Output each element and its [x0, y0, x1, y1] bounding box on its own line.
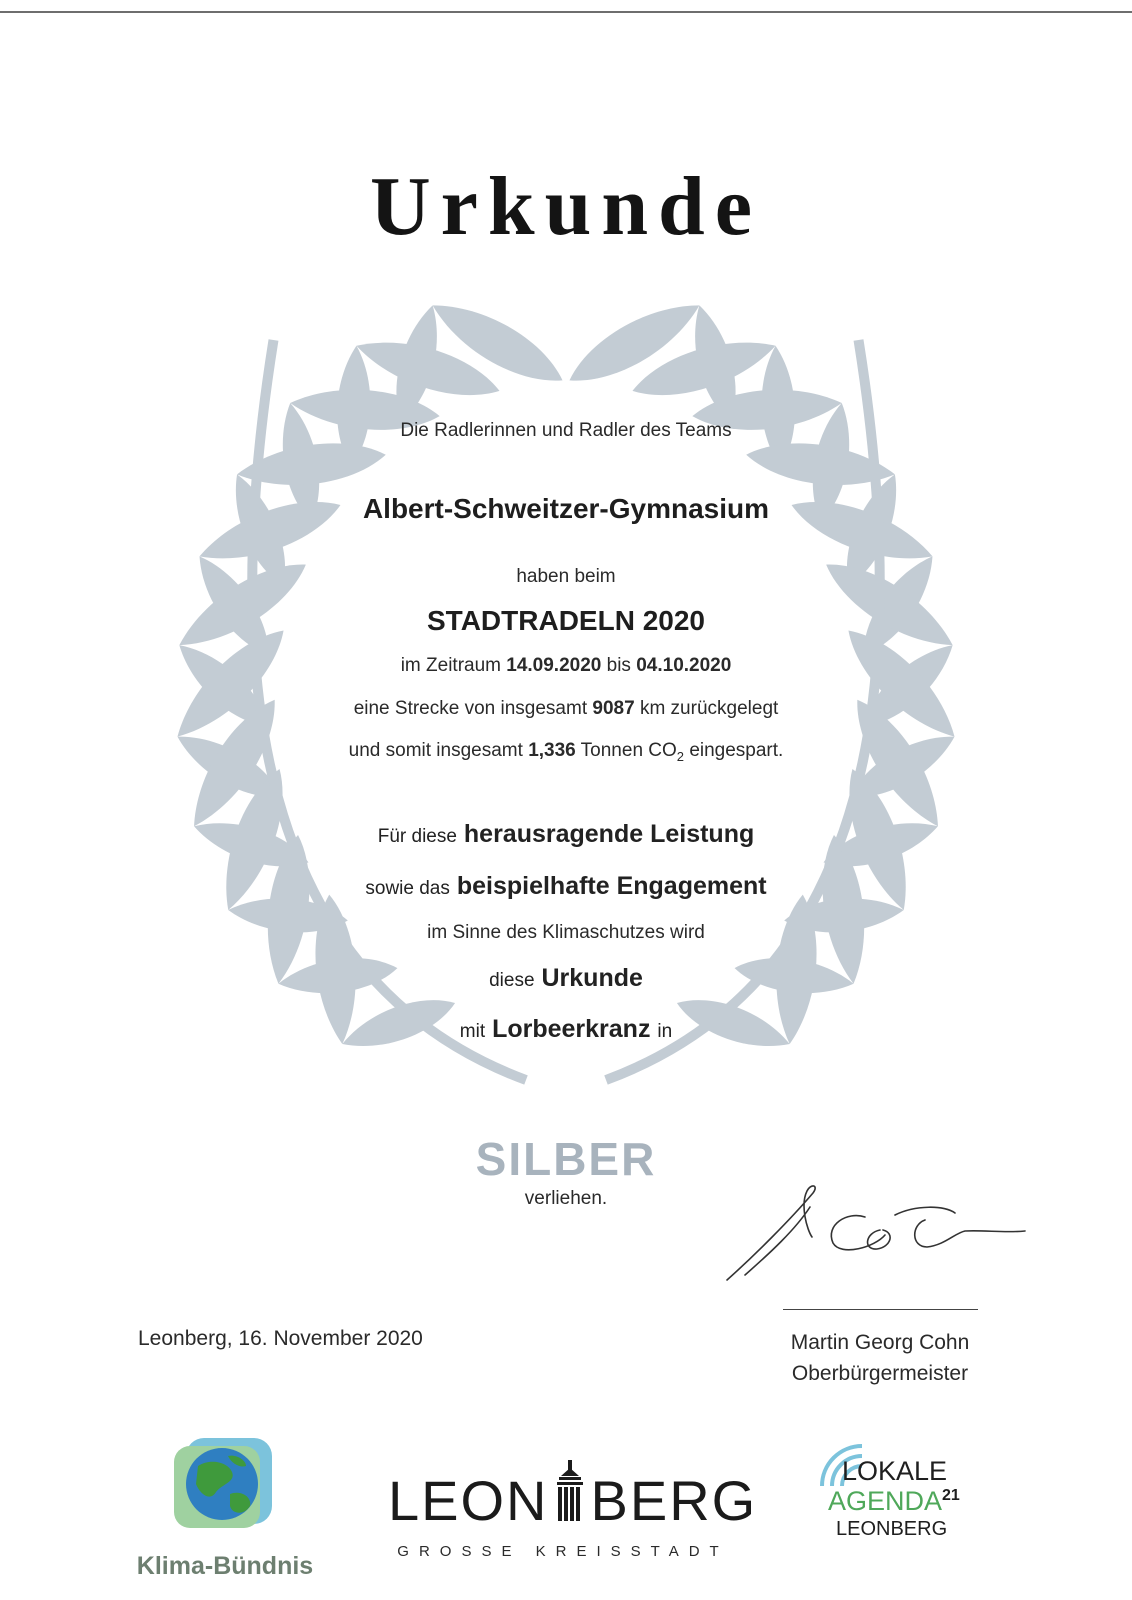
place-date: Leonberg, 16. November 2020 — [138, 1327, 423, 1350]
event-name: STADTRADELN 2020 — [427, 605, 705, 636]
klima-buendnis-logo — [130, 1432, 320, 1592]
distance-line — [0, 698, 1132, 720]
line2-bold: beispielhafte Engagement — [456, 872, 767, 900]
agenda-lokale: LOKALE — [842, 1456, 948, 1486]
distance-prefix: eine Strecke von insgesamt — [353, 698, 588, 719]
intro-text: Die Radlerinnen und Radler des Teams — [400, 420, 732, 441]
klima-buendnis-text: Klima-Bündnis — [136, 1552, 314, 1580]
distance-value: 9087 — [592, 698, 635, 719]
achievement-line-2 — [0, 872, 1132, 901]
agenda-21: 21 — [942, 1487, 960, 1504]
achievement-line-1 — [0, 820, 1132, 849]
period-prefix: im Zeitraum — [400, 655, 501, 676]
award-level: SILBER — [475, 1133, 657, 1185]
signer-name: Martin Georg Cohn — [790, 1331, 970, 1354]
co2-subscript: 2 — [676, 748, 685, 764]
achievement-line-4 — [0, 964, 1132, 993]
achievement-line-3: im Sinne des Klimaschutzes wird — [427, 922, 705, 943]
globe-icon — [170, 1432, 280, 1532]
leonberg-subtitle: GROSSE KREISSTADT — [397, 1543, 729, 1560]
line1-prefix: Für diese — [377, 826, 457, 847]
agenda-word: AGENDA — [828, 1486, 943, 1516]
signer-title: Oberbürgermeister — [791, 1362, 969, 1385]
team-name: Albert-Schweitzer-Gymnasium — [362, 493, 770, 524]
period-start: 14.09.2020 — [506, 655, 602, 676]
co2-prefix: und somit insgesamt — [348, 740, 523, 761]
agenda-leonberg: LEONBERG — [836, 1518, 948, 1540]
line2-prefix: sowie das — [365, 878, 450, 899]
co2-unit — [580, 740, 685, 764]
line5-bold: Lorbeerkranz — [492, 1015, 651, 1043]
co2-unit-text: Tonnen CO — [580, 740, 677, 761]
co2-suffix: eingespart. — [689, 740, 784, 761]
line1-bold: herausragende Leistung — [463, 820, 755, 848]
verliehen-text: verliehen. — [524, 1188, 608, 1209]
period-end: 04.10.2020 — [636, 655, 732, 676]
signature-line — [783, 1309, 978, 1310]
leonberg-right: BERG — [590, 1469, 758, 1532]
period-line — [0, 655, 1132, 677]
period-mid: bis — [606, 655, 631, 676]
line5-prefix: mit — [459, 1021, 486, 1042]
line4-prefix: diese — [489, 970, 535, 991]
leonberg-wordmark — [388, 1460, 758, 1533]
certificate-title: Urkunde — [369, 160, 763, 253]
signer-block — [770, 1327, 990, 1389]
co2-line — [0, 740, 1132, 764]
lokale-agenda-logo — [818, 1438, 978, 1578]
line4-bold: Urkunde — [541, 964, 643, 992]
signature — [715, 1175, 1035, 1295]
leonberg-logo — [388, 1430, 758, 1580]
line5-suffix: in — [657, 1021, 673, 1042]
co2-value: 1,336 — [528, 740, 576, 761]
achievement-line-5 — [0, 1015, 1132, 1044]
leonberg-left: LEON — [388, 1469, 549, 1532]
agenda-line — [828, 1486, 960, 1517]
haben-beim-text: haben beim — [516, 566, 616, 587]
distance-suffix: km zurückgelegt — [639, 698, 779, 719]
tower-icon — [549, 1460, 591, 1524]
